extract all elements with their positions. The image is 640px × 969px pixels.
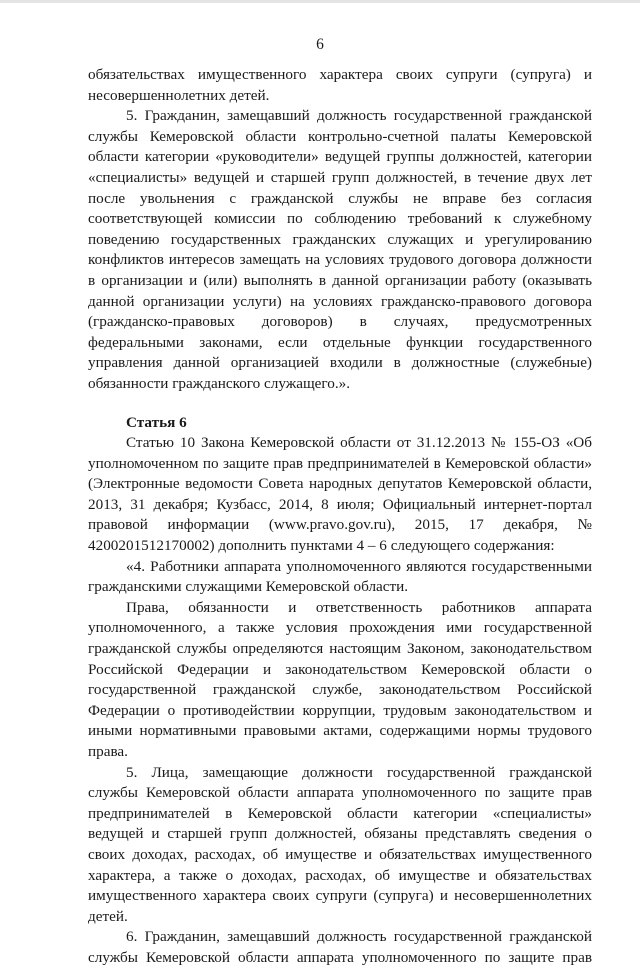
paragraph-item-4: «4. Работники аппарата уполномоченного являются государственными гражданскими служащими Кемеровской области. <box>88 557 592 596</box>
paragraph-item-5-new: 5. Лица, замещающие должности государственной гражданской службы Кемеровской области аппарата уполномоченного по защите прав предпринимателей в Кемеровской области категории «специалисты» ведущей и старшей групп должностей, обязаны представлять сведения о своих доходах, расходах, об имуществе и обязательствах имущественного характера, а также о доходах, расходах, об имуществе и обязательствах имущественного характера своих супруги (супруга) и несовершеннолетних детей. <box>88 763 592 925</box>
document-body <box>88 65 592 969</box>
paragraph-rights: Права, обязанности и ответственность работников аппарата уполномоченного, а также условия прохождения ими государственной гражданской службы определяются настоящим Законом, законодательством Российской Федерации и законодательством Кемеровской области о государственной гражданской службе, законодательством Российской Федерации о противодействии коррупции, трудовым законодательством и иными нормативными правовыми актами, содержащими нормы трудового права. <box>88 598 592 760</box>
paragraph-item-6: 6. Гражданин, замещавший должность государственной гражданской службы Кемеровской области аппарата уполномоченного по защите прав <box>88 928 592 966</box>
page-number: 6 <box>316 36 324 53</box>
article-heading: Статья 6 <box>126 413 187 431</box>
paragraph-item-5: 5. Гражданин, замещавший должность государственной гражданской службы Кемеровской области контрольно-счетной палаты Кемеровской области категории «руководители» ведущей группы должностей, категории «специалисты» ведущей и старшей групп должностей, в течение двух лет после увольнения с гражданской службы не вправе без согласия соответствующей комиссии по соблюдению требований к служебному поведению государственных гражданских служащих и урегулированию конфликтов интересов замещать на условиях трудового договора должности в организации и (или) выполнять в данной организации работу (оказывать данной организации услуги) на условиях гражданско-правового договора (гражданско-правовых договоров) в случаях, предусмотренных федеральными законами, если отдельные функции государственного управления данной организацией входили в должностные (служебные) обязанности гражданского служащего.». <box>88 107 592 392</box>
paragraph-article-intro: Статью 10 Закона Кемеровской области от 31.12.2013 № 155-ОЗ «Об уполномоченном по защите прав предпринимателей в Кемеровской области» (Электронные ведомости Совета народных депутатов Кемеровской области, 2013, 31 декабря; Кузбасс, 2014, 8 июля; Официальный интернет-портал правовой информации (www.pravo.gov.ru), 2015, 17 декабря, № 4200201512170002) дополнить пунктами 4 – 6 следующего содержания: <box>88 434 592 555</box>
page-top-edge <box>0 0 640 3</box>
paragraph-continuation: обязательствах имущественного характера своих супруги (супруга) и несовершеннолетних детей. <box>88 66 592 104</box>
